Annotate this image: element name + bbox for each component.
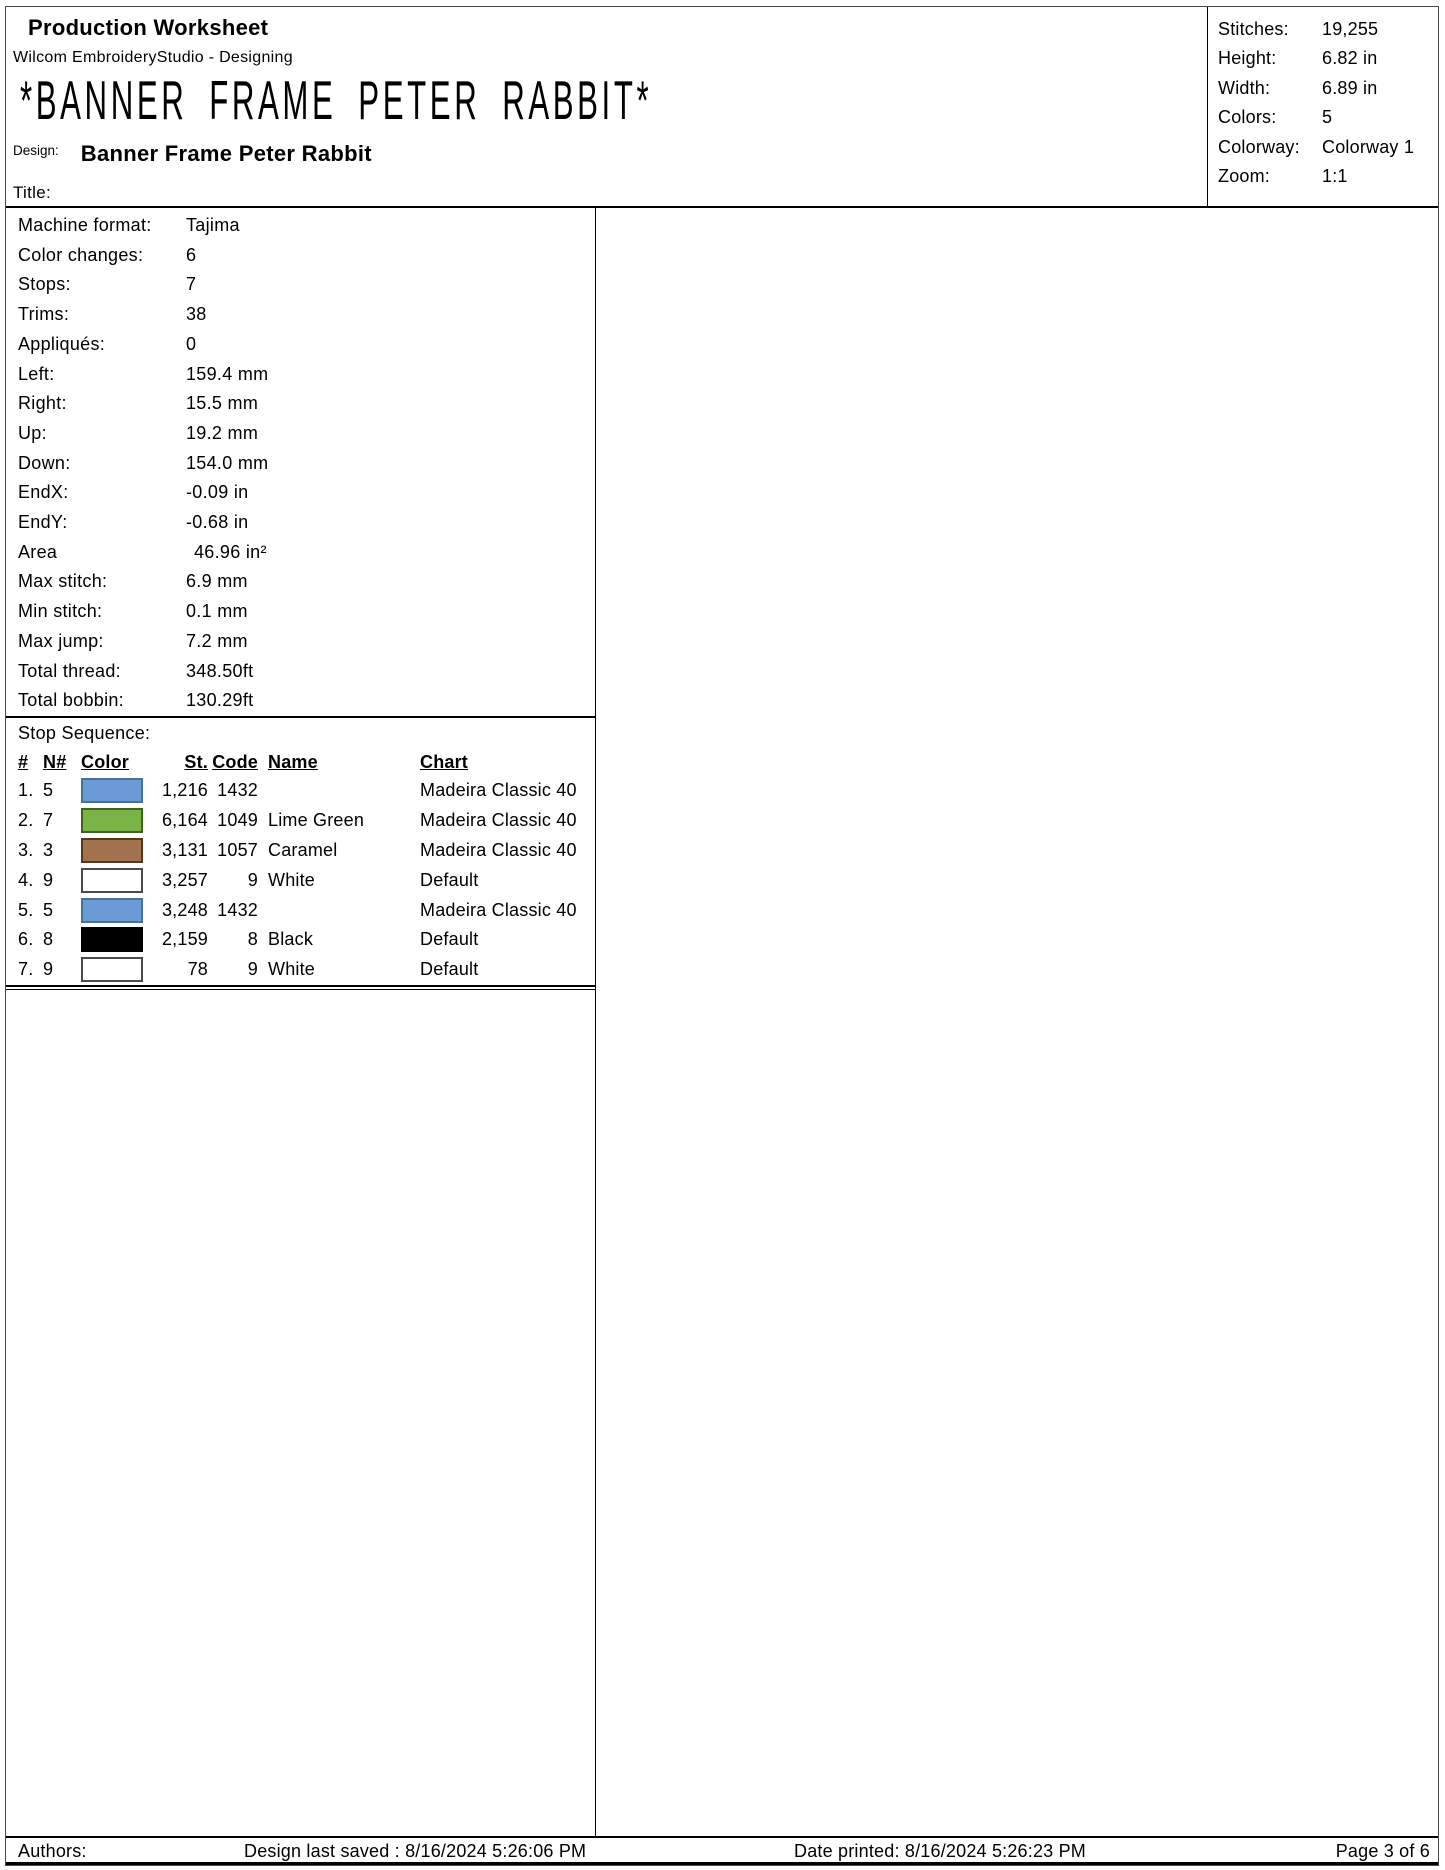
left-column (6, 208, 596, 1836)
info-row: Down: 154.0 mm (18, 452, 269, 473)
info-row: Stops: 7 (18, 274, 197, 295)
stop-row-4: 4. 9 3,257 9 White Default (6, 865, 595, 895)
color-swatch (81, 838, 143, 863)
info-row: Total bobbin: 130.29ft (18, 690, 254, 711)
info-row: Min stitch: 0.1 mm (18, 601, 248, 622)
col-color: Color (81, 751, 129, 772)
stop-row-6: 6. 8 2,159 8 Black Default (6, 925, 595, 955)
info-row: Max stitch: 6.9 mm (18, 571, 248, 592)
stat-colorway: Colorway: Colorway 1 (1218, 136, 1415, 157)
col-st: St. (184, 751, 208, 772)
design-name: Banner Frame Peter Rabbit (80, 141, 372, 166)
stop-row-7: 7. 9 78 9 White Default (6, 955, 595, 985)
stop-row-5: 5. 5 3,248 1432 Madeira Classic 40 (6, 895, 595, 925)
info-row: Right: 15.5 mm (18, 393, 259, 414)
stat-height: Height: 6.82 in (1218, 48, 1378, 69)
col-needle: N# (43, 751, 67, 772)
stat-zoom: Zoom: 1:1 (1218, 166, 1348, 187)
stats-box (1207, 7, 1438, 206)
stop-sequence-label: Stop Sequence: (18, 722, 151, 743)
info-row: Max jump: 7.2 mm (18, 630, 248, 651)
color-swatch (81, 868, 143, 893)
authors-label: Authors: (18, 1841, 87, 1861)
title-row (13, 183, 51, 203)
stop-row-1: 1. 5 1,216 1432 Madeira Classic 40 (6, 776, 595, 806)
body-area (6, 208, 1438, 1836)
col-code: Code (212, 751, 258, 772)
machine-info-panel (6, 208, 595, 718)
stop-row-2: 2. 7 6,164 1049 Lime Green Madeira Classic 40 (6, 806, 595, 836)
design-row (13, 141, 372, 167)
info-row: EndX: -0.09 in (18, 482, 249, 503)
col-num: # (18, 751, 29, 772)
title-label: Title: (13, 183, 52, 202)
info-row: Machine format: Tajima (18, 215, 240, 235)
stitch-banner (20, 70, 1074, 132)
color-swatch (81, 898, 143, 923)
color-swatch (81, 808, 143, 833)
page-title: Production Worksheet (28, 15, 269, 40)
stitch-banner-text: *BANNER FRAME PETER RABBIT* (20, 70, 653, 132)
app-subtitle: Wilcom EmbroideryStudio - Designing (13, 49, 293, 66)
info-row: Color changes: 6 (18, 244, 197, 265)
info-row: EndY: -0.68 in (18, 512, 249, 533)
design-label: Design: (13, 143, 59, 158)
info-row: Left: 159.4 mm (18, 363, 269, 384)
worksheet-page (5, 6, 1439, 1866)
stop-sequence-section (6, 718, 595, 987)
color-swatch (81, 957, 143, 982)
page-number: Page 3 of 6 (1335, 1841, 1430, 1861)
date-printed-text: Date printed: 8/16/2024 5:26:23 PM (794, 1841, 1086, 1861)
stat-width: Width: 6.89 in (1218, 77, 1378, 98)
col-name: Name (268, 751, 318, 772)
last-saved-text: Design last saved : 8/16/2024 5:26:06 PM (244, 1841, 587, 1861)
color-swatch (81, 778, 143, 803)
color-swatch (81, 927, 143, 952)
stop-row-3: 3. 3 3,131 1057 Caramel Madeira Classic 40 (6, 836, 595, 866)
info-row: Total thread: 348.50ft (18, 660, 254, 681)
info-row: Area 46.96 in² (18, 541, 267, 562)
header (6, 7, 1438, 208)
footer (6, 1836, 1438, 1865)
design-preview-area (596, 208, 1438, 1836)
info-row: Up: 19.2 mm (18, 422, 259, 443)
info-row: Trims: 38 (18, 304, 207, 325)
stat-stitches: Stitches: 19,255 (1218, 19, 1379, 39)
stop-sequence-header-row (6, 749, 595, 776)
left-column-empty (6, 990, 595, 1836)
info-row: Appliqués: 0 (18, 333, 197, 354)
stat-colors: Colors: 5 (1218, 107, 1333, 128)
col-chart: Chart (420, 751, 469, 772)
